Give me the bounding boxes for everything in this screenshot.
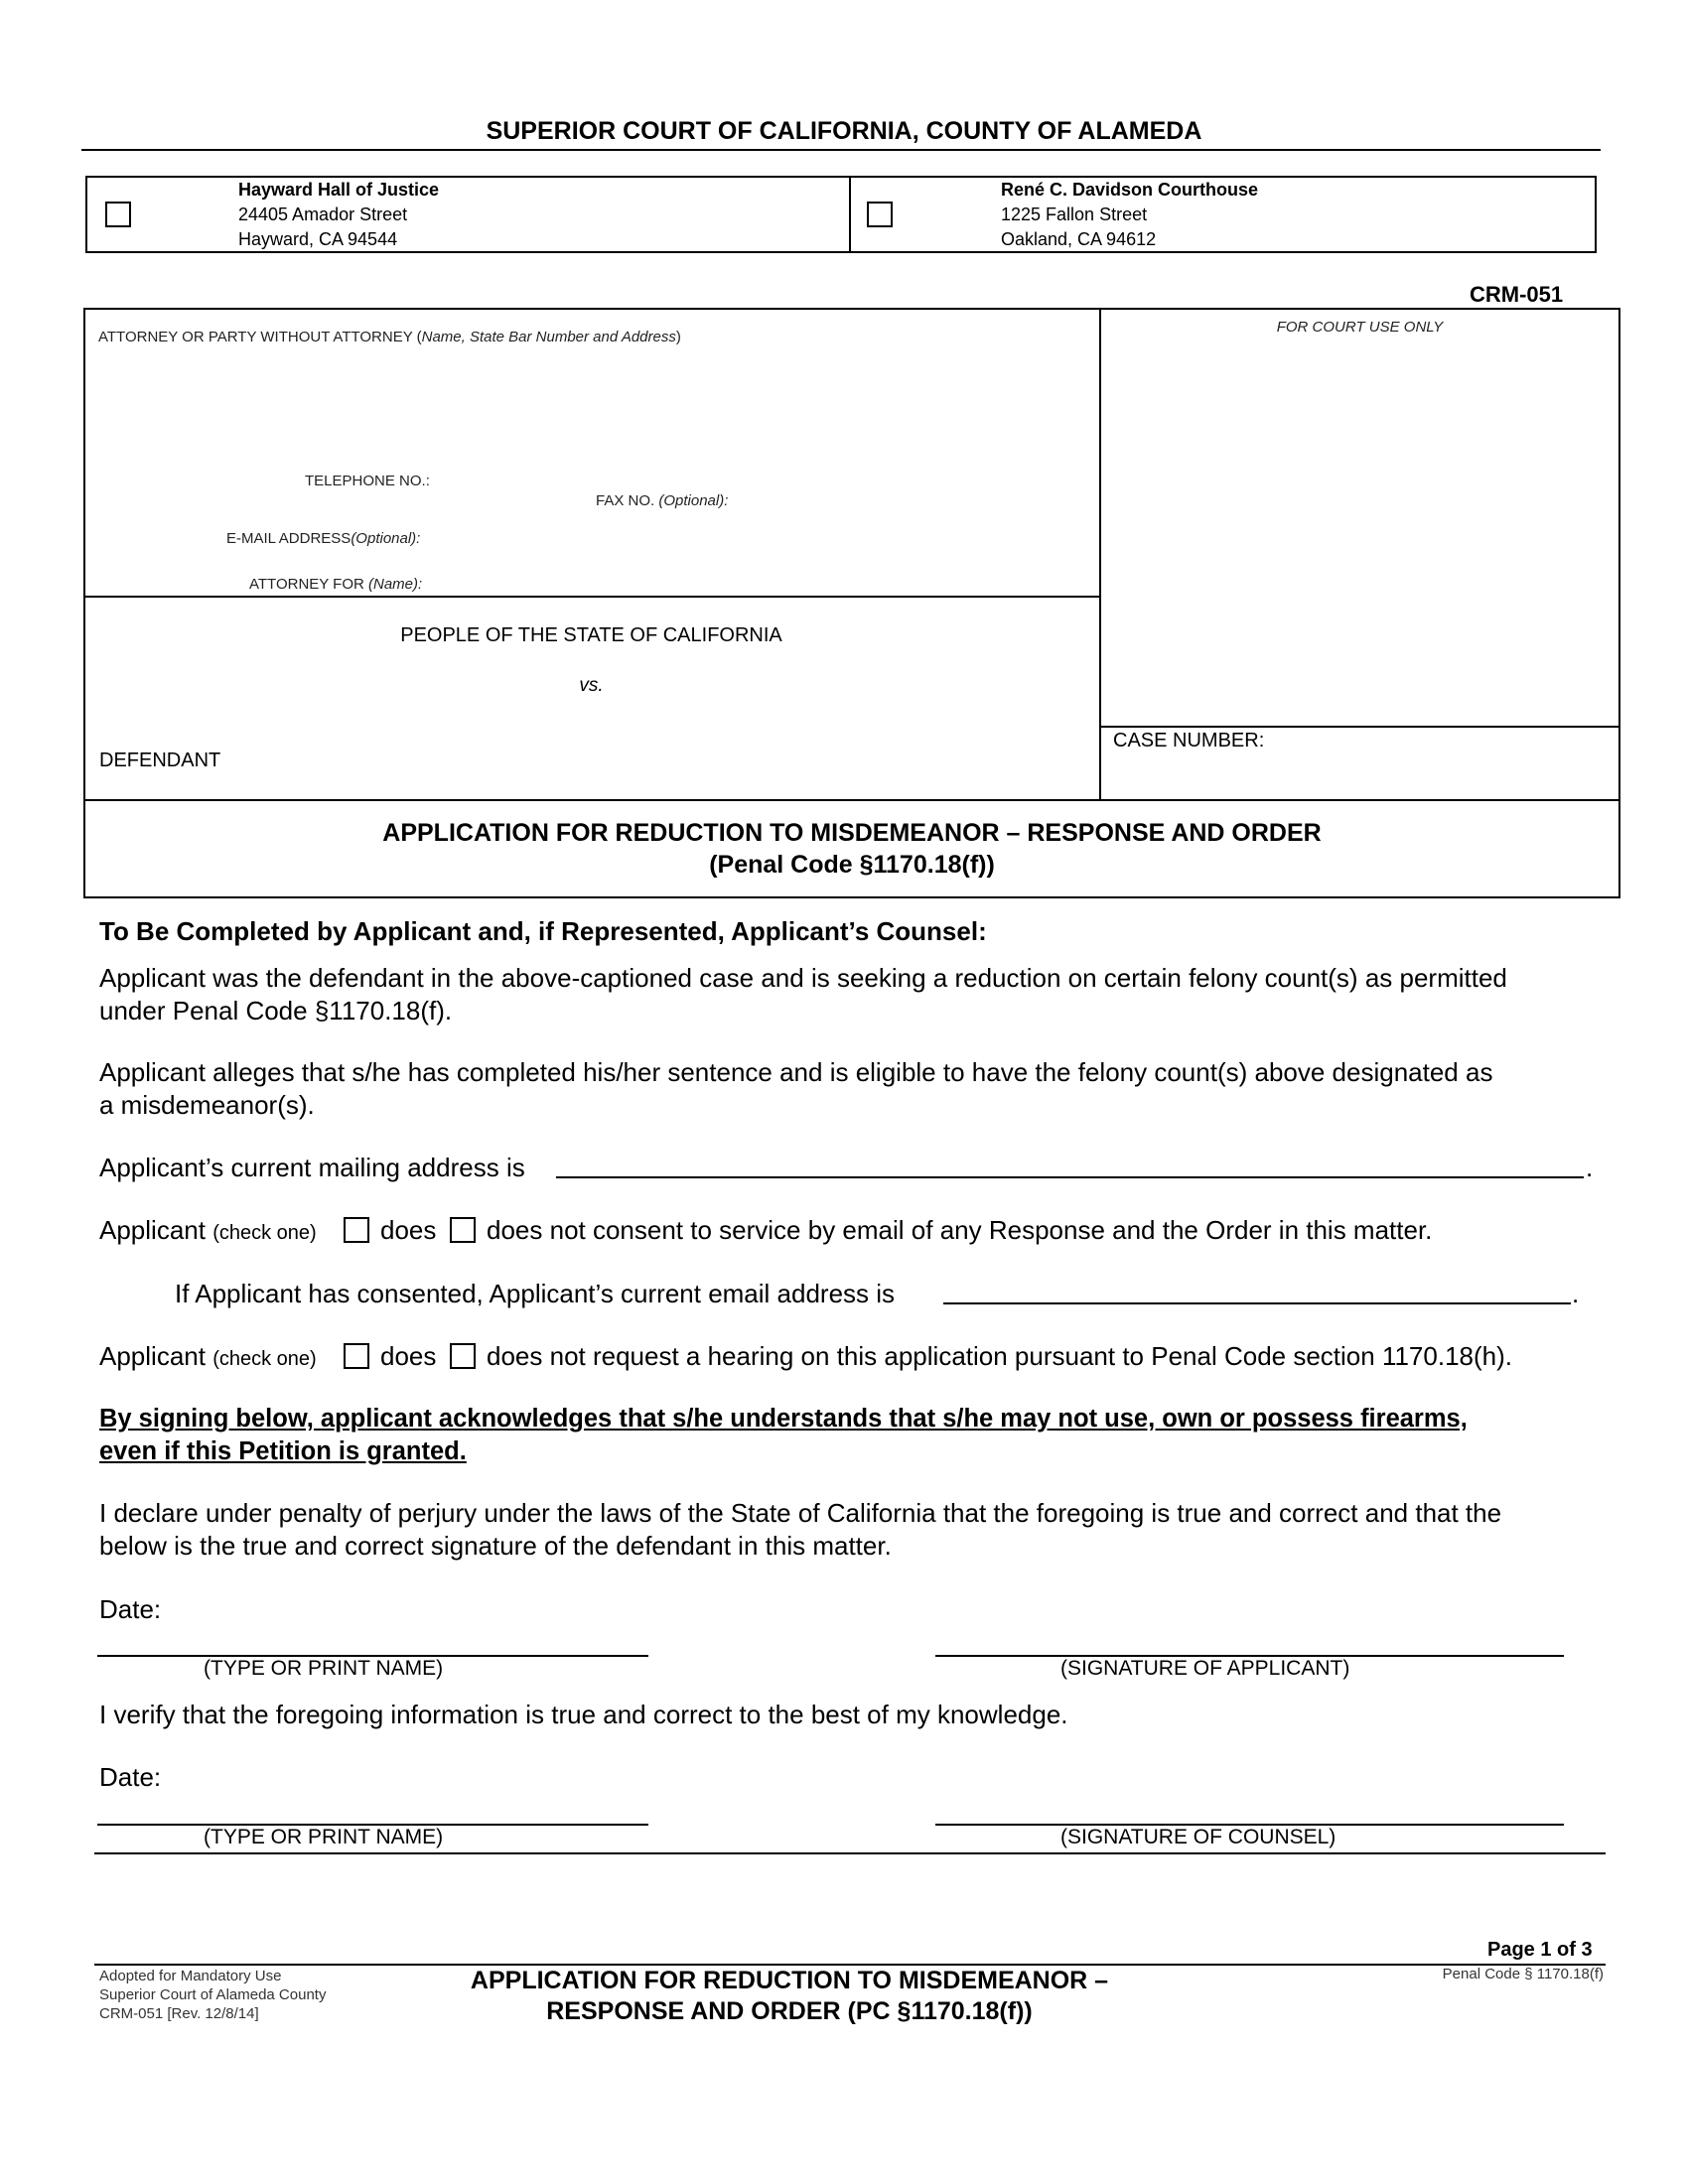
oakland-city: Oakland, CA 94612 [1001,229,1157,249]
para1-line1: Applicant was the defendant in the above-captioned case and is seeking a reduction on certain felony count(s) as permitted [99,963,1507,993]
mailing-address-label: Applicant’s current mailing address is [99,1153,525,1182]
email-label [226,530,420,547]
para1-line2: under Penal Code §1170.18(f). [99,996,453,1025]
telephone-label: TELEPHONE NO.: [305,473,430,489]
email-label-italic: (Optional): [351,530,421,547]
para2-line1: Applicant alleges that s/he has completed his/her sentence and is eligible to have the felony count(s) above designated as [99,1057,1493,1087]
email-address-label: If Applicant has consented, Applicant’s current email address is [175,1279,896,1308]
paragraph-eligibility [99,1056,1492,1122]
adopted-line2: Superior Court of Alameda County [99,1986,327,2003]
email-consent-does-checkbox[interactable] [344,1217,369,1243]
footer-title-line2: RESPONSE AND ORDER (PC §1170.18(f)) [546,1997,1033,2025]
footer-code-reference: Penal Code § 1170.18(f) [1442,1966,1604,1982]
section-heading: To Be Completed by Applicant and, if Represented, Applicant’s Counsel: [99,916,987,946]
header-rule [81,149,1601,151]
vs-label: vs. [579,675,604,696]
form-title-line1: APPLICATION FOR REDUCTION TO MISDEMEANOR – RESPONSE AND ORDER [382,819,1322,847]
case-number-label: CASE NUMBER: [1113,730,1265,751]
firearms-line1: By signing below, applicant acknowledges that s/he understands that s/he may not use, own or possess firearms, [99,1405,1468,1433]
email-consent-check-one: (check one) [212,1222,317,1244]
counsel-print-name-label: (TYPE OR PRINT NAME) [204,1826,444,1848]
form-title [83,817,1620,881]
applicant-print-name-label: (TYPE OR PRINT NAME) [204,1657,444,1680]
email-consent-line [99,1214,317,1250]
para2-line2: a misdemeanor(s). [99,1090,315,1120]
hayward-checkbox[interactable] [105,202,131,227]
email-label-text: E-MAIL ADDRESS [226,530,352,547]
oakland-name: René C. Davidson Courthouse [1001,180,1259,200]
oakland-courthouse [1001,178,1258,252]
firearms-acknowledgement [99,1403,1468,1468]
attorney-label-end: ) [675,329,681,345]
attorney-label-italic: Name, State Bar Number and Address [421,329,676,345]
attorney-label-text: ATTORNEY OR PARTY WITHOUT ATTORNEY ( [98,329,422,345]
declare-line2: below is the true and correct signature of the defendant in this matter. [99,1531,892,1561]
firearms-line2: even if this Petition is granted. [99,1437,467,1465]
form-title-line2: (Penal Code §1170.18(f)) [709,851,995,879]
oakland-checkbox[interactable] [867,202,893,227]
hayward-city: Hayward, CA 94544 [238,229,398,249]
attorney-for-label [249,576,422,593]
page-number: Page 1 of 3 [1487,1939,1593,1961]
email-address-field[interactable] [943,1302,1571,1304]
mailing-address-field[interactable] [556,1176,1584,1178]
plaintiff-name: PEOPLE OF THE STATE OF CALIFORNIA [400,624,782,646]
fax-label-text: FAX NO. [596,492,659,509]
hearing-does-not-checkbox[interactable] [450,1343,476,1369]
fax-label-italic: (Optional): [658,492,729,509]
email-consent-does-not-checkbox[interactable] [450,1217,476,1243]
adopted-line1: Adopted for Mandatory Use [99,1968,282,1984]
body-bottom-rule [94,1852,1606,1854]
oakland-street: 1225 Fallon Street [1001,205,1148,224]
counsel-date-label: Date: [99,1762,162,1792]
court-use-label: FOR COURT USE ONLY [1276,319,1444,336]
hearing-line [99,1340,317,1376]
mailing-address-period: . [1586,1153,1594,1182]
attorney-label [98,329,681,345]
hearing-prefix: Applicant [99,1341,206,1371]
footer-title-line1: APPLICATION FOR REDUCTION TO MISDEMEANOR – [470,1967,1109,1994]
email-consent-prefix: Applicant [99,1215,206,1245]
title-top-rule [83,799,1620,801]
case-number-rule [1099,726,1620,728]
email-address-period: . [1572,1279,1580,1308]
fax-label [596,492,728,509]
form-number: CRM-051 [1470,282,1564,307]
footer-title [377,1966,1201,2027]
hayward-courthouse [238,178,439,252]
courthouse-divider [849,176,851,253]
attorney-bottom-rule [83,596,1101,598]
attorney-for-text: ATTORNEY FOR [249,576,369,593]
applicant-date-label: Date: [99,1594,162,1624]
footer-adoption [99,1967,326,2023]
email-consent-does-not-label: does not consent to service by email of any Response and the Order in this matter. [487,1215,1433,1245]
hearing-check-one: (check one) [212,1348,317,1370]
court-title: SUPERIOR COURT OF CALIFORNIA, COUNTY OF ALAMEDA [486,117,1202,145]
declaration-text [99,1497,1501,1563]
declare-line1: I declare under penalty of perjury under the laws of the State of California that the foregoing is true and correct and that the [99,1498,1502,1528]
caption-box [83,308,1620,898]
adopted-line3: CRM-051 [Rev. 12/8/14] [99,2005,259,2022]
hearing-does-not-label: does not request a hearing on this application pursuant to Penal Code section 1170.18(h). [487,1341,1512,1371]
hayward-name: Hayward Hall of Justice [238,180,440,200]
hearing-does-checkbox[interactable] [344,1343,369,1369]
email-consent-does-label: does [380,1215,437,1245]
attorney-for-italic: (Name): [368,576,423,593]
defendant-label: DEFENDANT [99,750,221,771]
applicant-signature-label: (SIGNATURE OF APPLICANT) [1060,1657,1350,1680]
counsel-signature-label: (SIGNATURE OF COUNSEL) [1060,1826,1336,1848]
verification-text: I verify that the foregoing information is true and correct to the best of my knowledge. [99,1700,1068,1729]
hayward-street: 24405 Amador Street [238,205,408,224]
paragraph-seeking-reduction [99,962,1507,1027]
hearing-does-label: does [380,1341,437,1371]
